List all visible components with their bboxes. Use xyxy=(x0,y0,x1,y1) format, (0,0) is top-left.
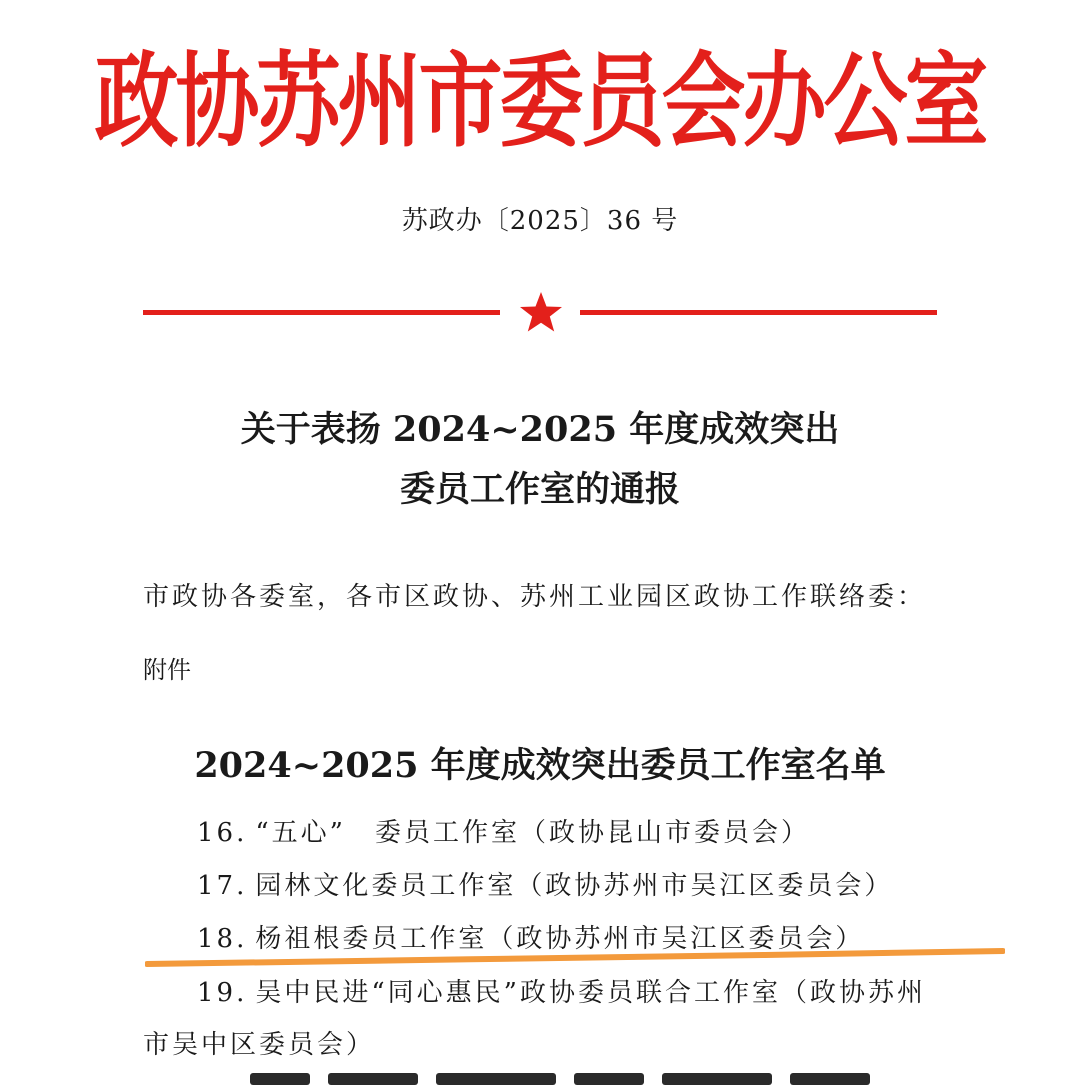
notice-title-line1: 关于表扬 2024~2025 年度成效突出 xyxy=(240,409,840,450)
divider-line-left xyxy=(143,310,500,315)
list-item-text: “五心” 委员工作室（政协昆山市委员会） xyxy=(255,818,810,848)
list-item-number: 18. xyxy=(197,924,248,954)
highlight-underline xyxy=(145,948,1005,970)
masthead-title: 政协苏州市委员会办公室 xyxy=(94,41,986,162)
red-divider xyxy=(0,290,1080,340)
list-item xyxy=(197,865,893,902)
list-item xyxy=(197,812,810,849)
list-item-continuation: 市吴中区委员会） xyxy=(143,1030,376,1060)
document-number: 苏政办〔2025〕36 号 xyxy=(401,206,679,236)
list-title: 2024~2025 年度成效突出委员工作室名单 xyxy=(194,745,886,786)
list-item-number: 19. xyxy=(197,978,248,1008)
list-item-text: 杨祖根委员工作室（政协苏州市吴江区委员会） xyxy=(255,924,865,954)
list-item-text: 园林文化委员工作室（政协苏州市吴江区委员会） xyxy=(255,871,894,901)
list-item-text: 吴中民进“同心惠民”政协委员联合工作室（政协苏州 xyxy=(255,978,926,1008)
list-item xyxy=(197,972,926,1009)
cropped-text-line xyxy=(250,1070,910,1084)
attachment-label: 附件 xyxy=(143,656,191,684)
salutation: 市政协各委室，各市区政协、苏州工业园区政协工作联络委： xyxy=(143,582,927,612)
list-item-number: 16. xyxy=(197,818,248,848)
list-item-number: 17. xyxy=(197,871,248,901)
notice-title-line2: 委员工作室的通报 xyxy=(399,469,680,510)
star-icon xyxy=(518,290,564,334)
divider-line-right xyxy=(580,310,937,315)
